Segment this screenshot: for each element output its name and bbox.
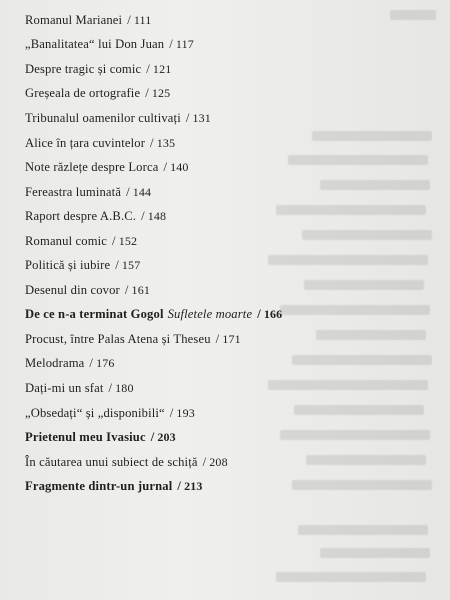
toc-entry-page: 148	[147, 209, 167, 224]
page-separator: /	[185, 110, 190, 125]
toc-entry	[25, 450, 425, 475]
toc-entry-page: 144	[132, 184, 152, 199]
toc-entry-title: Fragmente dintr-un jurnal	[25, 479, 173, 494]
toc-entry-title-italic: Sufletele moarte	[167, 307, 253, 322]
toc-entry	[25, 474, 425, 499]
toc-entry-title: Prietenul meu Ivasiuc	[25, 430, 146, 445]
toc-entry-page: 121	[152, 61, 172, 76]
toc-entry-page: 117	[175, 37, 194, 52]
page-separator: /	[112, 233, 116, 248]
toc-entry-page: 180	[115, 380, 134, 395]
toc-entry	[25, 57, 425, 82]
toc-entry-title: Dați-mi un sfat	[25, 380, 104, 395]
toc-entry-page: 171	[222, 331, 241, 346]
toc-entry-title: Melodrama	[25, 356, 85, 371]
toc-entry-title: Romanul comic	[25, 233, 108, 248]
toc-entry-page: 125	[151, 86, 171, 101]
page-separator: /	[126, 184, 130, 199]
toc-entry-title: Alice în țara cuvintelor	[25, 135, 146, 150]
toc-entry	[25, 327, 425, 352]
page-separator: /	[124, 282, 129, 297]
toc-entry	[25, 401, 425, 426]
toc-entry-page: 135	[156, 135, 176, 150]
page-separator: /	[215, 331, 220, 346]
toc-entry-page: 213	[184, 479, 203, 494]
toc-entry-page: 166	[263, 307, 283, 322]
page-separator: /	[150, 135, 154, 150]
toc-entry-page: 176	[96, 356, 115, 371]
page-separator: /	[146, 61, 150, 76]
toc-entry-title: „Obsedați“ și „disponibili“	[25, 405, 165, 420]
page-separator: /	[127, 12, 131, 27]
page-separator: /	[169, 37, 173, 52]
page-separator: /	[150, 430, 155, 445]
toc-entry-title: Raport despre A.B.C.	[25, 209, 137, 224]
page-separator: /	[115, 258, 119, 273]
toc-entry	[25, 425, 425, 450]
toc-entry-title: Tribunalul oamenilor cultivați	[25, 110, 181, 125]
toc-entry-page: 161	[131, 282, 150, 297]
toc-entry-page: 111	[133, 12, 152, 27]
toc-entry-page: 131	[192, 110, 211, 125]
toc-entry-title: În căutarea unui subiect de schiță	[25, 454, 198, 469]
toc-entry	[25, 8, 425, 33]
page-separator: /	[145, 86, 149, 101]
toc-entry	[25, 82, 425, 107]
page-separator: /	[89, 356, 94, 371]
page-separator: /	[163, 160, 168, 175]
toc-entry-title: Despre tragic și comic	[25, 61, 142, 76]
toc-entry	[25, 229, 425, 254]
toc-entry-title: Politică și iubire	[25, 258, 111, 273]
page-separator: /	[141, 209, 145, 224]
toc-entry-page: 193	[176, 405, 195, 420]
toc-entry	[25, 253, 425, 278]
toc-entry	[25, 204, 425, 229]
toc-entry-title: Desenul din covor	[25, 282, 120, 297]
toc-entry	[25, 131, 425, 156]
toc-entry-page: 140	[170, 160, 189, 175]
toc-entry	[25, 352, 425, 377]
toc-entry-title: Fereastra luminată	[25, 184, 122, 199]
page-separator: /	[202, 454, 207, 469]
toc-entry-title: Note răzlețe despre Lorca	[25, 160, 159, 175]
toc-entry	[25, 155, 425, 180]
toc-entry-title: Romanul Marianei	[25, 12, 123, 27]
page-separator: /	[108, 380, 113, 395]
toc-entry	[25, 180, 425, 205]
page-separator: /	[169, 405, 174, 420]
toc-entry	[25, 303, 425, 328]
toc-entry-page: 203	[157, 430, 176, 445]
toc-entry-page: 157	[121, 258, 141, 273]
toc-entry-title: Procust, între Palas Atena și Theseu	[25, 331, 211, 346]
toc-entry	[25, 278, 425, 303]
page-separator: /	[177, 479, 182, 494]
toc-entry-title: „Banalitatea“ lui Don Juan	[25, 37, 165, 52]
toc-entry	[25, 376, 425, 401]
toc-entry	[25, 33, 425, 58]
toc-entry-title: Greșeala de ortografie	[25, 86, 141, 101]
toc-entry-page: 152	[118, 233, 138, 248]
toc-entry	[25, 106, 425, 131]
table-of-contents	[25, 8, 425, 499]
page-separator: /	[257, 307, 261, 322]
toc-entry-page: 208	[209, 454, 228, 469]
toc-entry-title: De ce n-a terminat Gogol	[25, 307, 164, 322]
